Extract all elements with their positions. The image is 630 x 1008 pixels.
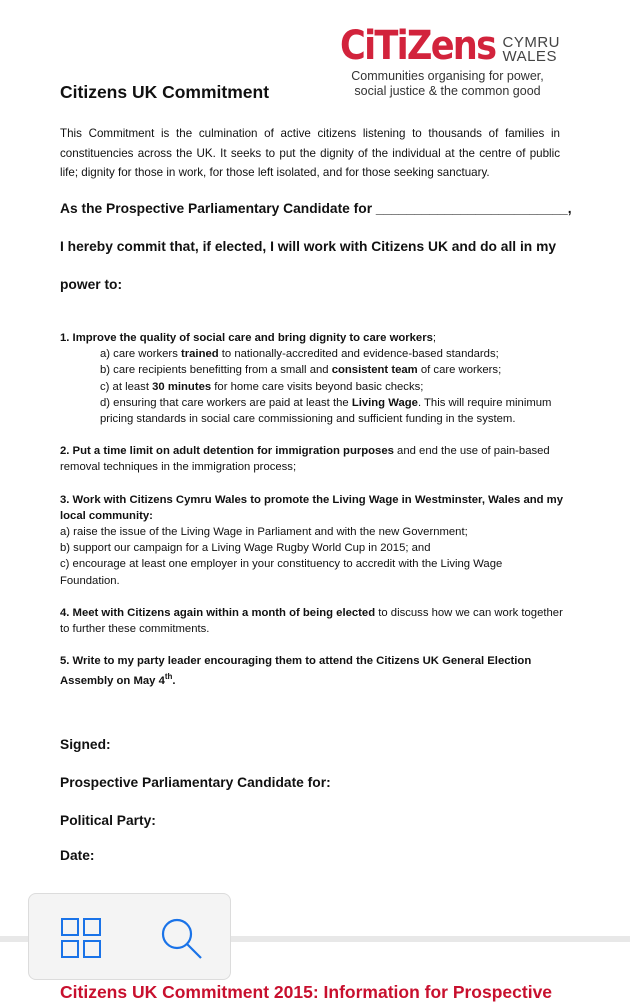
commitment-item-2: 2. Put a time limit on adult detention for immigration purposes and end the use of pain-based removal techniques in the immigration process;: [60, 445, 550, 474]
page-title: Citizens UK Commitment: [60, 82, 270, 102]
logo-tagline: Communities organising for power, social justice & the common good: [351, 69, 544, 98]
commitment-item-4: 4. Meet with Citizens again within a month of being elected to discuss how we can work together to further these commitments.: [60, 606, 563, 636]
logo-region: [502, 36, 560, 66]
date-label: Date:: [60, 848, 95, 863]
citizens-cymru-wales-logo: [340, 23, 560, 99]
grid-icon: [59, 916, 103, 960]
intro-paragraph: This Commitment is the culmination of active citizens listening to thousands of families in constituencies across the UK. It seeks to put the dignity of the individual at the centre of public life; dignity for those in work, for those left isolated, and for those seeking sanctuary.: [60, 127, 560, 179]
power-line: power to:: [60, 277, 123, 292]
search-icon: [159, 916, 203, 960]
commitment-item-5: 5. Write to my party leader encouraging them to attend the Citizens UK General Election Assembly on May 4th.: [60, 655, 532, 688]
search-button[interactable]: [159, 916, 203, 960]
political-party-label: Political Party:: [60, 813, 156, 828]
commitment-item-3: 3. Work with Citizens Cymru Wales to promote the Living Wage in Westminster, Wales and my local community: a) raise the issue of the Living Wage in Parliament and with the new Government; b) support our campaign for a Living Wage Rugby World Cup in 2015; and c) encourage at least one employer in your constituency to accredit with the Living Wage Foundation.: [60, 493, 564, 587]
candidate-line: As the Prospective Parliamentary Candidate for _________________________,: [60, 201, 572, 216]
next-page-title: Citizens UK Commitment 2015: Information for Prospective: [60, 982, 553, 1002]
commitment-list: [60, 330, 565, 705]
thumbnail-grid-button[interactable]: [59, 916, 103, 960]
logo-wordmark: CiTiZens: [340, 23, 496, 69]
logo-wales: WALES: [502, 48, 557, 65]
candidate-for-label: Prospective Parliamentary Candidate for:: [60, 775, 331, 790]
signed-label: Signed:: [60, 737, 111, 752]
commitment-item-1: 1. Improve the quality of social care and bring dignity to care workers; a) care workers trained to nationally-accredited and evidence-based standards; b) care recipients benefitting from a small and consistent team of care workers; c) at least 30 minutes for home care visits beyond basic checks; d) ensuring that care workers are paid at least the Living Wage. This will require minimum pricing standards in social care commissioning and sufficient funding in the system.: [60, 332, 552, 426]
commit-line: I hereby commit that, if elected, I will work with Citizens UK and do all in my: [60, 239, 557, 254]
logo-cymru: CYMRU: [502, 34, 560, 51]
viewer-toolbar: [28, 893, 231, 980]
